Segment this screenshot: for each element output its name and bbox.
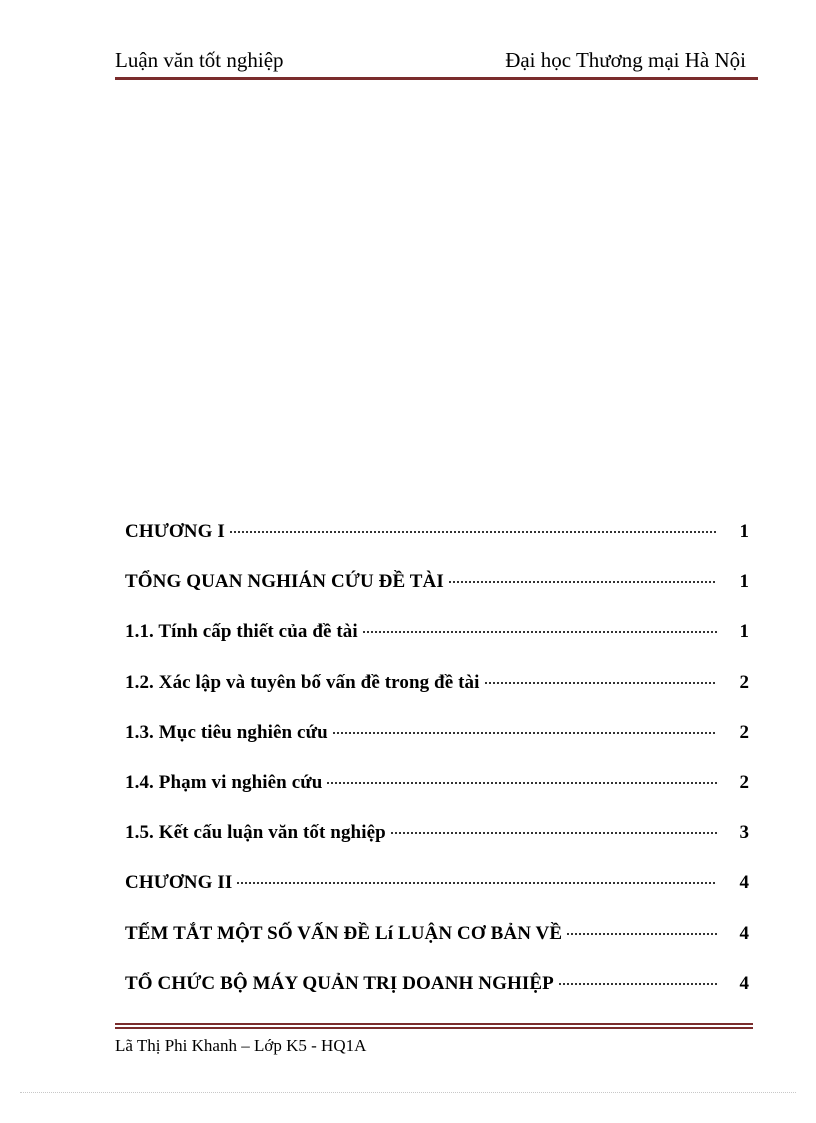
toc-page-number: 2 [739, 721, 749, 743]
toc-entry-label: TẾM TẮT MỘT SỐ VẤN ĐỀ Lí LUẬN CƠ BẢN VỀ [125, 922, 563, 944]
toc-entry-label: 1.5. Kết cấu luận văn tốt nghiệp [125, 822, 386, 844]
toc-entry-summary[interactable] [125, 923, 749, 973]
header-university: Đại học Thương mại Hà Nội [505, 48, 746, 72]
toc-page-number: 2 [739, 771, 749, 793]
toc-entry-1-4[interactable] [125, 772, 749, 822]
toc-dot-leader [362, 618, 717, 634]
toc-entry-overview[interactable] [125, 571, 749, 621]
toc-entry-organization[interactable] [125, 973, 749, 1023]
toc-entry-1-3[interactable] [125, 722, 749, 772]
toc-entry-label: 1.2. Xác lập và tuyên bố vấn đề trong đề tài [125, 671, 480, 693]
table-of-contents [125, 521, 749, 1023]
toc-dot-leader [326, 769, 717, 785]
toc-dot-leader [229, 518, 717, 534]
toc-entry-label: 1.3. Mục tiêu nghiên cứu [125, 721, 328, 743]
toc-entry-label: TỔ CHỨC BỘ MÁY QUẢN TRỊ DOANH NGHIỆP [125, 972, 554, 994]
toc-page-number: 1 [739, 521, 749, 542]
toc-dot-leader [236, 869, 717, 885]
toc-entry-label: 1.1. Tính cấp thiết của đề tài [125, 621, 358, 643]
toc-page-number: 4 [739, 922, 749, 944]
toc-page-number: 3 [739, 822, 749, 844]
toc-page-number: 1 [739, 571, 749, 593]
toc-entry-1-5[interactable] [125, 822, 749, 872]
toc-dot-leader [448, 568, 717, 584]
toc-entry-label: TỔNG QUAN NGHIÁN CỨU ĐỀ TÀI [125, 571, 444, 593]
toc-dot-leader [332, 719, 717, 735]
footer-divider [115, 1023, 753, 1029]
page-header [115, 46, 758, 76]
toc-entry-label: 1.4. Phạm vi nghiên cứu [125, 771, 323, 793]
toc-page-number: 4 [739, 872, 749, 894]
toc-entry-chapter-1[interactable] [125, 521, 749, 571]
toc-dot-leader [484, 669, 717, 685]
toc-entry-1-1[interactable] [125, 621, 749, 671]
page-edge [20, 1092, 796, 1093]
toc-page-number: 2 [739, 671, 749, 693]
toc-dot-leader [558, 970, 717, 986]
toc-entry-chapter-2[interactable] [125, 872, 749, 922]
toc-page-number: 1 [739, 621, 749, 643]
toc-entry-label: CHƯƠNG II [125, 872, 233, 894]
header-divider [115, 77, 758, 80]
toc-entry-label: CHƯƠNG I [125, 521, 225, 542]
toc-page-number: 4 [739, 972, 749, 994]
toc-entry-1-2[interactable] [125, 672, 749, 722]
header-document-type: Luận văn tốt nghiệp [115, 48, 284, 72]
toc-dot-leader [390, 819, 717, 835]
page-footer: Lã Thị Phi Khanh – Lớp K5 - HQ1A [115, 1036, 367, 1055]
toc-dot-leader [566, 920, 717, 936]
